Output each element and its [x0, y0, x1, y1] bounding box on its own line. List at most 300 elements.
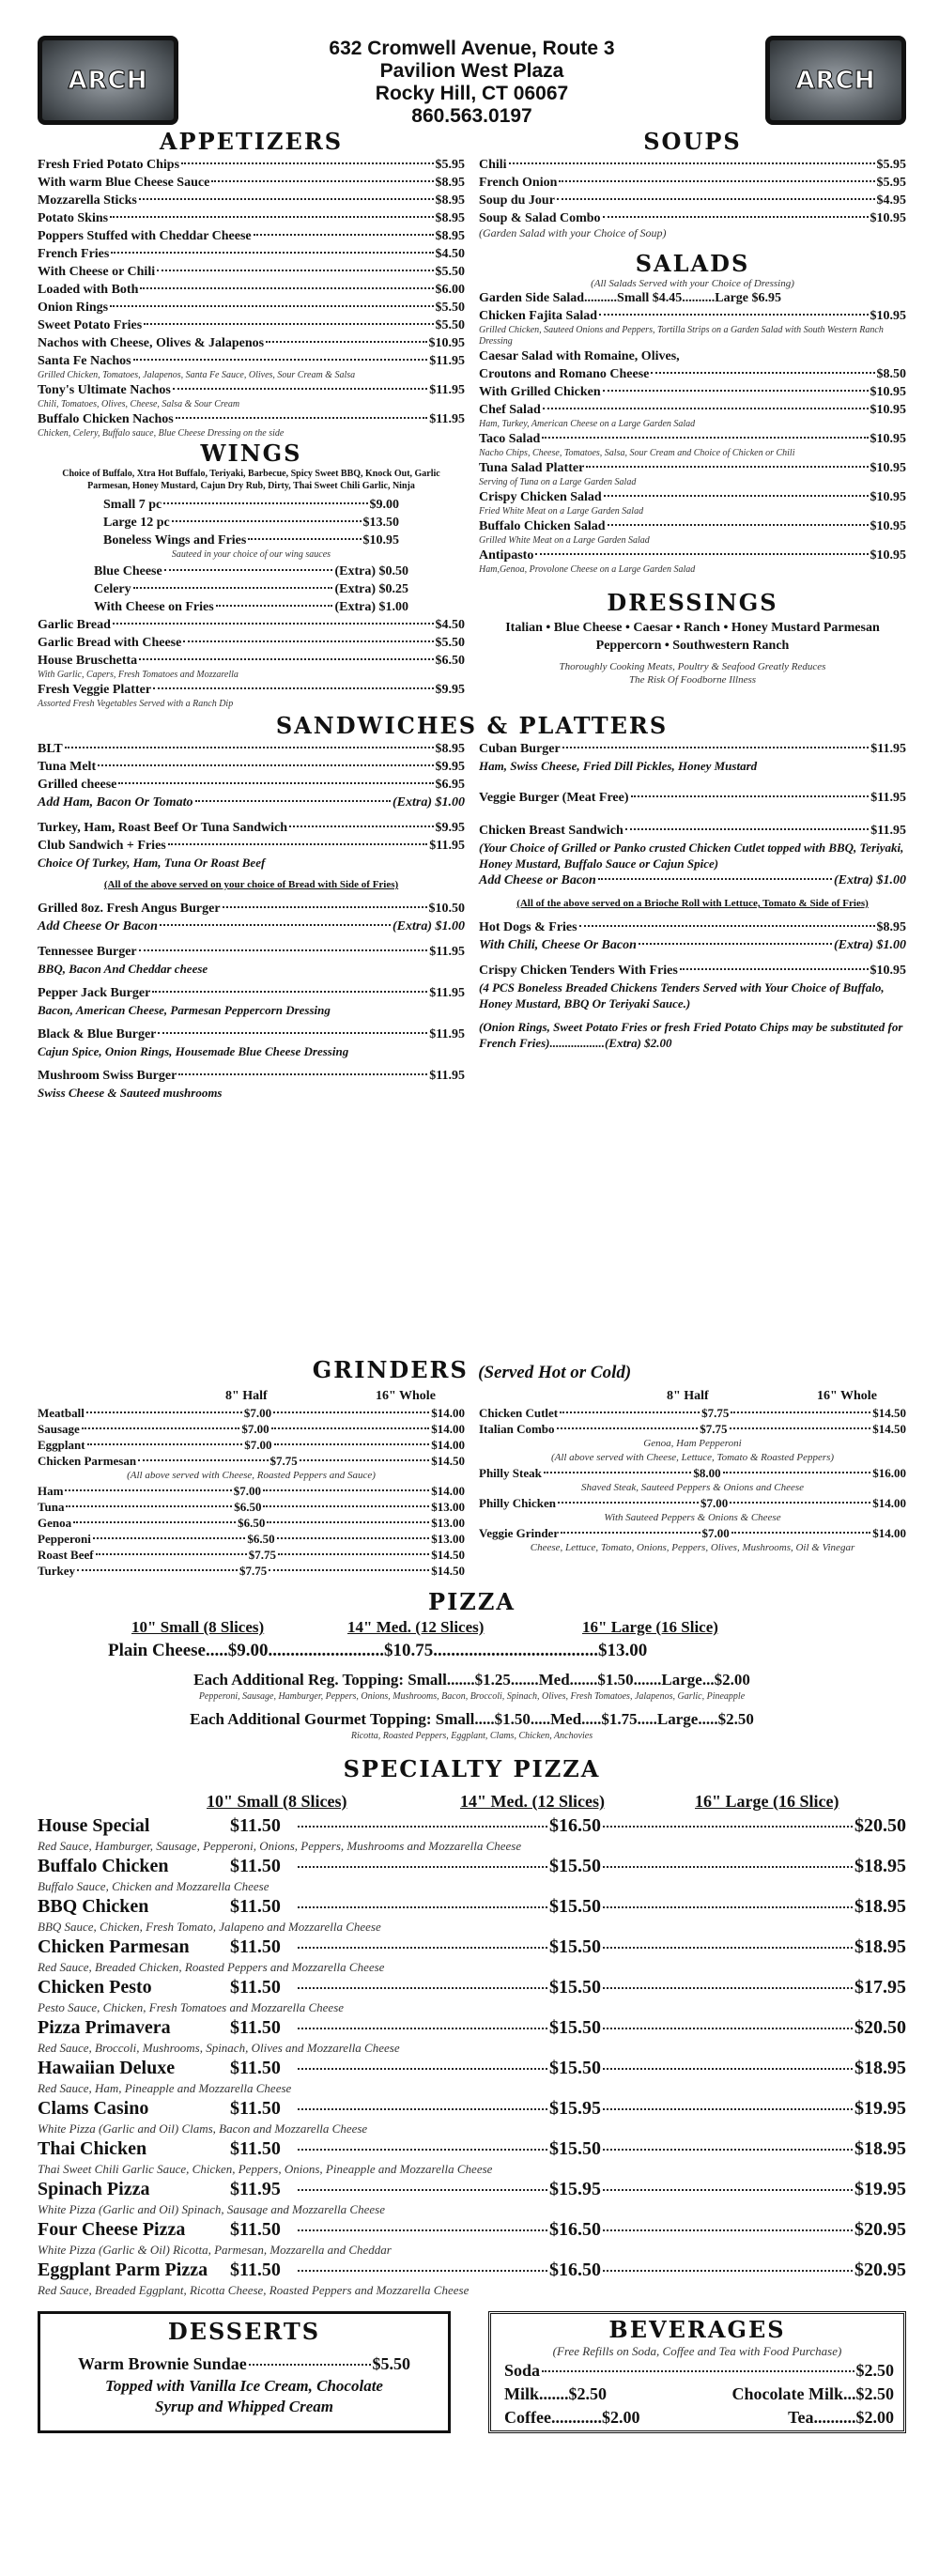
small-price: $11.50 — [230, 1896, 281, 1917]
logo-right — [765, 36, 906, 125]
dot-leader — [87, 1443, 243, 1445]
item-price: (Extra) $1.00 — [834, 873, 906, 887]
menu-item-row — [479, 174, 906, 192]
col-half-header: 8" Half — [225, 1389, 268, 1403]
wings-list — [38, 492, 465, 549]
item-name: Fresh Veggie Platter — [38, 683, 152, 697]
dot-leader — [603, 1906, 853, 1908]
appetizers-heading: APPETIZERS — [159, 128, 344, 155]
item-name: Taco Salad — [479, 432, 541, 446]
item-price: $8.95 — [435, 211, 465, 225]
item-name: Crispy Chicken Salad — [479, 490, 602, 504]
item-price: $8.95 — [435, 742, 465, 756]
menu-item-row — [94, 580, 408, 598]
item-price: $10.50 — [428, 902, 465, 916]
dot-leader — [168, 843, 428, 845]
item-price: $11.95 — [429, 986, 465, 1000]
section-note: (All of the above served on a Brioche Roll with Lettuce, Tomato & Side of Fries) — [516, 898, 869, 909]
whole-price: $14.00 — [431, 1422, 466, 1436]
item-name: Clams Casino — [38, 2098, 149, 2119]
spacer — [38, 1059, 465, 1067]
item-price: (Extra) $1.00 — [834, 938, 906, 952]
item-price: $8.95 — [435, 193, 465, 208]
menu-item-row — [38, 634, 465, 652]
soda-price: $2.50 — [855, 2361, 894, 2380]
item-name: Chef Salad — [479, 403, 541, 417]
dot-leader — [267, 1521, 429, 1523]
grinder-row — [38, 1563, 465, 1579]
grinder-row — [479, 1495, 906, 1511]
whole-price: $14.50 — [431, 1454, 465, 1468]
item-name: Cuban Burger — [479, 742, 561, 756]
soda-row — [500, 2359, 894, 2383]
address-line: Rocky Hill, CT 06067 — [375, 83, 569, 104]
dot-leader — [160, 924, 391, 926]
med-price: $15.50 — [549, 1856, 601, 1876]
whole-price: $14.00 — [431, 1484, 466, 1498]
specialty-row — [38, 2056, 906, 2080]
small-price: $11.95 — [230, 2179, 281, 2199]
grinders-right-list — [479, 1405, 906, 1555]
med-price: $16.50 — [549, 2219, 601, 2240]
dot-leader — [535, 553, 868, 555]
item-name: Caesar Salad with Romaine, Olives, — [479, 349, 680, 363]
item-desc: With Garlic, Capers, Fresh Tomatoes and Mozzarella — [38, 670, 239, 680]
menu-item-row — [38, 245, 465, 263]
plain-cheese: Plain Cheese.....$9.00..........................$10.75.....................................$13.00 — [108, 1641, 648, 1660]
dessert-name: Warm Brownie Sundae — [78, 2354, 247, 2373]
menu-item-row — [38, 984, 465, 1002]
menu-item-row — [38, 900, 465, 918]
large-price: $17.95 — [854, 1977, 906, 1998]
dot-leader — [298, 1826, 547, 1828]
dot-leader — [603, 1826, 853, 1828]
dot-leader — [603, 2028, 853, 2029]
whole-price: $16.00 — [872, 1466, 907, 1480]
item-desc: Assorted Fresh Vegetables Served with a Ranch Dip — [38, 699, 234, 709]
reg-topping-price: Each Additional Reg. Topping: Small.......$1.25.......Med.......$1.50.......Large...$2.00 — [193, 1671, 750, 1689]
menu-item-row — [479, 962, 906, 979]
whole-price: $14.00 — [431, 1406, 466, 1420]
garden-salad: Garden Side Salad..........Small $4.45..........Large $6.95 — [479, 291, 782, 305]
menu-item-row — [103, 496, 399, 514]
whole-price: $14.00 — [431, 1438, 466, 1452]
item-price: $11.95 — [429, 1069, 465, 1083]
dot-leader — [73, 1521, 236, 1523]
half-price: $7.00 — [241, 1422, 269, 1436]
address-line: 632 Cromwell Avenue, Route 3 — [329, 38, 615, 59]
item-desc: White Pizza (Garlic and Oil) Spinach, Sausage and Mozzarella Cheese — [38, 2202, 385, 2216]
dot-leader — [298, 1947, 547, 1949]
item-name: With Grilled Chicken — [479, 385, 601, 399]
dot-leader — [509, 162, 875, 164]
menu-item-row — [38, 758, 465, 776]
item-note: Cajun Spice, Onion Rings, Housemade Blue Cheese Dressing — [38, 1044, 349, 1058]
med-price: $15.95 — [549, 2179, 601, 2199]
dot-leader — [164, 569, 333, 571]
specialty-heading: SPECIALTY PIZZA — [343, 1755, 601, 1782]
grinder-row — [38, 1547, 465, 1563]
half-price: $7.75 — [248, 1548, 277, 1562]
menu-item-row — [94, 563, 408, 580]
large-price: $18.95 — [854, 1936, 906, 1957]
dot-leader — [298, 2270, 547, 2272]
item-name: Chicken Cutlet — [479, 1406, 559, 1420]
large-price: $18.95 — [854, 1856, 906, 1876]
spacer — [479, 1011, 906, 1019]
item-name: Four Cheese Pizza — [38, 2219, 186, 2240]
dot-leader — [278, 1553, 429, 1555]
item-name: Chili — [479, 158, 507, 172]
item-price: $11.95 — [870, 742, 906, 756]
item-price: $8.50 — [876, 367, 906, 381]
item-name: Buffalo Chicken Nachos — [38, 412, 174, 426]
spacer — [38, 892, 465, 900]
item-name: BLT — [38, 742, 63, 756]
specialty-row — [38, 1975, 906, 1999]
item-name: Add Cheese Or Bacon — [38, 919, 158, 933]
item-desc: White Pizza (Garlic & Oil) Ricotta, Parmesan, Mozzarella and Cheddar — [38, 2243, 392, 2257]
grinders-left — [38, 1387, 465, 1579]
dot-leader — [96, 1553, 247, 1555]
item-name: Club Sandwich + Fries — [38, 839, 166, 853]
dot-leader — [269, 1569, 429, 1571]
wing-after-list — [38, 616, 465, 710]
choc-milk-label: Chocolate Milk...$2.50 — [731, 2384, 894, 2403]
dot-leader — [110, 216, 433, 218]
large-price: $19.95 — [854, 2098, 906, 2119]
dot-leader — [289, 825, 433, 827]
beverages-box — [488, 2311, 906, 2433]
menu-item-row — [103, 514, 399, 532]
med-price: $15.50 — [549, 1936, 601, 1957]
dot-leader — [298, 1906, 547, 1908]
small-price: $11.50 — [230, 1977, 281, 1998]
dot-leader — [277, 1537, 430, 1539]
item-desc: Nacho Chips, Cheese, Tomatoes, Salsa, Sour Cream and Choice of Chicken or Chili — [479, 448, 795, 458]
item-name: With Cheese or Chili — [38, 265, 156, 279]
menu-item-row — [38, 263, 465, 281]
menu-item-row — [38, 334, 465, 352]
item-price: $9.95 — [435, 760, 465, 774]
bottom-boxes — [38, 2311, 906, 2433]
item-price: $10.95 — [870, 548, 906, 563]
dot-leader — [93, 1537, 246, 1539]
spec-large-header: 16" Large (16 Slice) — [695, 1792, 839, 1811]
menu-item-row — [479, 383, 906, 401]
item-price: $10.95 — [428, 336, 465, 350]
menu-item-row — [479, 156, 906, 174]
large-price: $18.95 — [854, 1896, 906, 1917]
item-name: Santa Fe Nachos — [38, 354, 131, 368]
dot-leader — [603, 2189, 853, 2191]
col-whole-header: 16" Whole — [817, 1389, 877, 1403]
dot-leader — [183, 640, 433, 642]
dot-leader — [731, 1532, 870, 1534]
item-name: Hot Dogs & Fries — [479, 920, 577, 934]
item-price: $9.00 — [369, 498, 399, 512]
menu-item-row — [38, 352, 465, 370]
menu-item-row — [479, 347, 906, 365]
dot-leader — [298, 2229, 547, 2231]
spacer — [479, 889, 906, 897]
item-name: House Bruschetta — [38, 654, 138, 668]
logo-text: ARCH — [795, 66, 876, 95]
specialty-row — [38, 1854, 906, 1878]
logo-text: ARCH — [68, 66, 148, 95]
food-warning: Thoroughly Cooking Meats, Poultry & Seafood Greatly Reduces The Risk Of Foodborne Illness — [559, 661, 826, 686]
top-columns — [38, 128, 906, 710]
dot-leader — [730, 1427, 871, 1429]
desserts-heading: DESSERTS — [167, 2318, 321, 2345]
spacer — [38, 935, 465, 943]
item-note: With Sauteed Peppers & Onions & Cheese — [604, 1512, 781, 1523]
dot-leader — [579, 925, 875, 927]
dot-leader — [298, 2149, 547, 2151]
item-note: (4 PCS Boneless Breaded Chickens Tenders Served with Your Choice of Buffalo, Honey Mustard, BBQ Or Teriyaki Sauce.) — [479, 980, 885, 1010]
item-name: Celery — [94, 582, 131, 596]
item-name: Genoa — [38, 1516, 72, 1530]
specialty-row — [38, 1935, 906, 1959]
item-name: Mushroom Swiss Burger — [38, 1069, 177, 1083]
menu-item-row — [38, 410, 465, 428]
menu-item-row — [38, 616, 465, 634]
dot-leader — [631, 795, 870, 797]
item-desc: Grilled White Meat on a Large Garden Salad — [479, 535, 650, 546]
dot-leader — [77, 1569, 238, 1571]
item-name: Small 7 pc — [103, 498, 162, 512]
pizza-large-header: 16" Large (16 Slice) — [582, 1618, 718, 1636]
item-name: Veggie Grinder — [479, 1526, 560, 1540]
half-price: $8.00 — [693, 1466, 721, 1480]
spacer — [479, 814, 906, 822]
menu-item-row — [38, 209, 465, 227]
item-desc: Buffalo Sauce, Chicken and Mozzarella Cheese — [38, 1879, 269, 1893]
specialty-row — [38, 2177, 906, 2201]
dot-leader — [274, 1443, 430, 1445]
half-price: $7.75 — [701, 1406, 730, 1420]
whole-price: $14.00 — [872, 1526, 906, 1540]
dot-leader — [144, 323, 433, 325]
menu-item-row — [38, 837, 465, 855]
dot-leader — [139, 198, 434, 200]
dot-leader — [133, 359, 428, 361]
menu-item-row — [479, 459, 906, 477]
dot-leader — [163, 502, 367, 504]
menu-item-row — [479, 789, 906, 807]
item-name: Italian Combo — [479, 1422, 555, 1436]
wings-note: Sauteed in your choice of our wing sauces — [171, 549, 331, 560]
soups-heading: SOUPS — [643, 128, 742, 155]
item-price: $10.95 — [870, 432, 906, 446]
dot-leader — [298, 2189, 547, 2191]
dot-leader — [603, 2229, 853, 2231]
grinder-row — [38, 1421, 465, 1437]
item-price: $11.95 — [429, 412, 465, 426]
left-column — [38, 128, 465, 710]
dot-leader — [562, 747, 870, 748]
dot-leader — [730, 1502, 870, 1504]
item-price: $9.95 — [435, 821, 465, 835]
item-name: Nachos with Cheese, Olives & Jalapenos — [38, 336, 265, 350]
item-name: Tuna — [38, 1500, 65, 1514]
large-price: $20.95 — [854, 2260, 906, 2280]
whole-price: $14.00 — [872, 1496, 906, 1510]
grinders-title: GRINDERS — [312, 1356, 469, 1383]
dot-leader — [157, 270, 433, 271]
dot-leader — [66, 1505, 232, 1507]
item-name: Chicken Fajita Salad — [479, 309, 598, 323]
menu-item-row — [479, 209, 906, 227]
item-price: $10.95 — [362, 533, 399, 548]
menu-item-row — [38, 794, 465, 811]
item-name: Tony's Ultimate Nachos — [38, 383, 171, 397]
menu-item-row — [479, 430, 906, 448]
item-note: (Your Choice of Grilled or Panko crusted Chicken Cutlet topped with BBQ, Teriyaki, Honey Mustard, Buffalo Sauce or Cajun Spice) — [479, 841, 904, 871]
dot-leader — [542, 437, 868, 439]
dot-leader — [152, 991, 427, 993]
item-price: $6.95 — [435, 778, 465, 792]
wing-extras-list — [38, 561, 465, 616]
menu-item-row — [479, 488, 906, 506]
item-name: Philly Steak — [479, 1466, 542, 1480]
whole-price: $14.50 — [872, 1422, 907, 1436]
beverages-note: (Free Refills on Soda, Coffee and Tea with Food Purchase) — [552, 2344, 842, 2358]
menu-item-row — [38, 819, 465, 837]
dot-leader — [603, 2108, 853, 2110]
dot-leader — [263, 1489, 429, 1491]
specialty-row — [38, 2015, 906, 2040]
large-price: $20.50 — [854, 2017, 906, 2038]
item-price: $5.50 — [435, 301, 465, 315]
dot-leader — [543, 408, 869, 409]
small-price: $11.50 — [230, 2219, 281, 2240]
grinders-right — [479, 1387, 906, 1579]
menu-item-row — [38, 1067, 465, 1085]
item-price: $11.95 — [429, 839, 465, 853]
item-note: Bacon, American Cheese, Parmesan Peppercorn Dressing — [38, 1003, 331, 1017]
item-name: Poppers Stuffed with Cheddar Cheese — [38, 229, 252, 243]
pizza-med-header: 14" Med. (12 Slices) — [347, 1618, 485, 1636]
item-price: (Extra) $1.00 — [393, 795, 465, 810]
pizza-size-headers — [38, 1616, 906, 1639]
dot-leader — [223, 906, 427, 908]
item-name: French Onion — [479, 176, 558, 190]
grinder-row — [38, 1515, 465, 1531]
grinder-row — [479, 1421, 906, 1437]
dot-leader — [603, 2068, 853, 2070]
item-name: Tennessee Burger — [38, 945, 137, 959]
whole-price: $13.00 — [431, 1532, 466, 1546]
menu-item-row — [479, 740, 906, 758]
item-name: Ham — [38, 1484, 64, 1498]
item-price: $6.00 — [435, 283, 465, 297]
menu-item-row — [38, 1026, 465, 1043]
menu-item-row — [479, 401, 906, 419]
item-desc: BBQ Sauce, Chicken, Fresh Tomato, Jalapeno and Mozzarella Cheese — [38, 1920, 381, 1934]
menu-item-row — [479, 365, 906, 383]
grinder-row — [38, 1453, 465, 1469]
spacer — [38, 1018, 465, 1026]
specialty-row — [38, 1894, 906, 1919]
item-name: Tuna Salad Platter — [479, 461, 585, 475]
item-price: $5.95 — [435, 158, 465, 172]
item-desc: White Pizza (Garlic and Oil) Clams, Bacon and Mozzarella Cheese — [38, 2121, 368, 2136]
dot-leader — [113, 623, 434, 625]
dot-leader — [561, 1532, 700, 1534]
item-price: (Extra) $0.25 — [334, 582, 408, 596]
item-price: $8.95 — [435, 176, 465, 190]
item-name: Sausage — [38, 1422, 80, 1436]
dot-leader — [625, 828, 869, 830]
item-price: $9.95 — [435, 683, 465, 697]
item-name: Pepper Jack Burger — [38, 986, 151, 1000]
item-name: Soup du Jour — [479, 193, 555, 208]
half-price: $7.00 — [700, 1496, 729, 1510]
phone-number: 860.563.0197 — [411, 105, 532, 127]
dot-leader — [603, 2270, 853, 2272]
spacer — [38, 811, 465, 819]
dot-leader — [138, 1459, 268, 1461]
dot-leader — [544, 1472, 692, 1473]
item-desc: Red Sauce, Breaded Eggplant, Ricotta Cheese, Roasted Peppers and Mozzarella Cheese — [38, 2283, 470, 2297]
spacer — [38, 871, 465, 878]
item-name: Buffalo Chicken Salad — [479, 519, 606, 533]
menu-page — [38, 0, 906, 2433]
menu-item-row — [38, 943, 465, 961]
menu-item-row — [38, 776, 465, 794]
grinder-row — [479, 1465, 906, 1481]
small-price: $11.50 — [230, 1815, 281, 1836]
item-price: $4.95 — [876, 193, 906, 208]
item-desc: Red Sauce, Ham, Pineapple and Mozzarella Cheese — [38, 2081, 292, 2095]
address-line: Pavilion West Plaza — [379, 60, 564, 82]
item-name: Hawaiian Deluxe — [38, 2058, 176, 2078]
item-name: Sweet Potato Fries — [38, 318, 143, 332]
dot-leader — [273, 1411, 429, 1413]
item-price: $10.95 — [870, 403, 906, 417]
dot-leader — [181, 162, 433, 164]
item-price: $10.95 — [870, 385, 906, 399]
sandwiches-right — [479, 740, 906, 1101]
med-price: $16.50 — [549, 1815, 601, 1836]
dot-leader — [298, 2108, 547, 2110]
item-name: Thai Chicken — [38, 2138, 147, 2159]
dot-leader — [557, 1427, 699, 1429]
dot-leader — [65, 1489, 231, 1491]
soups-note: (Garden Salad with your Choice of Soup) — [479, 226, 667, 239]
item-price: $6.50 — [435, 654, 465, 668]
med-price: $15.50 — [549, 1896, 601, 1917]
salads-note: (All Salads Served with your Choice of Dressing) — [591, 278, 794, 289]
dot-leader — [731, 1411, 870, 1413]
dot-leader — [98, 764, 433, 766]
dot-leader — [651, 372, 874, 374]
item-price: $5.95 — [876, 158, 906, 172]
item-price: $5.50 — [435, 318, 465, 332]
sandwiches-heading: SANDWICHES & PLATTERS — [275, 712, 669, 739]
menu-item-row — [38, 681, 465, 699]
dot-leader — [603, 390, 869, 392]
dot-leader — [608, 524, 869, 526]
dot-leader — [248, 538, 361, 540]
spacer — [479, 774, 906, 781]
item-name: Boneless Wings and Fries — [103, 533, 247, 548]
item-name: BBQ Chicken — [38, 1896, 149, 1917]
item-name: Onion Rings — [38, 301, 109, 315]
item-desc: Grilled Chicken, Sauteed Onions and Peppers, Tortilla Strips on a Garden Salad with South Western Ranch Dressing — [479, 325, 884, 347]
soups-list — [479, 156, 906, 227]
